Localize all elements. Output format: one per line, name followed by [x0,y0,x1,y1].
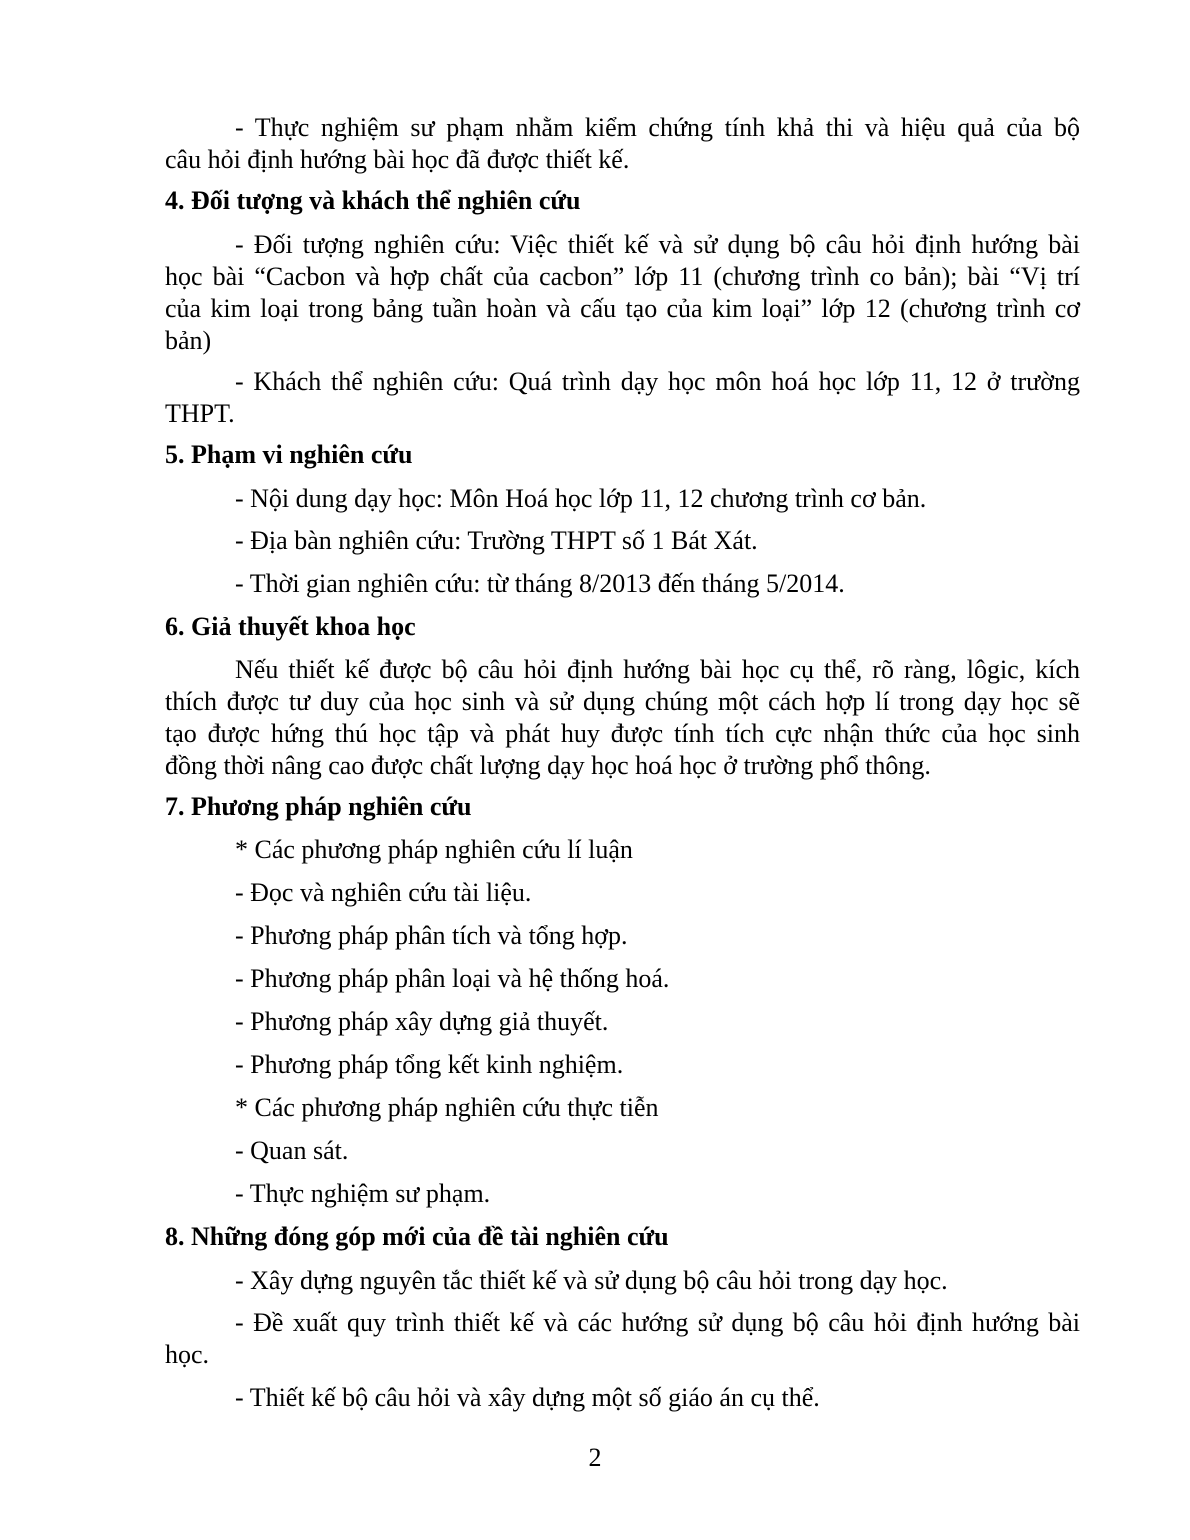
text-line: THPT. [165,399,235,428]
text-line: * Các phương pháp nghiên cứu lí luận [235,835,633,864]
text-line: - Thiết kế bộ câu hỏi và xây dựng một số giáo án cụ thể. [235,1383,820,1412]
text-line: học bài “Cacbon và hợp chất của cacbon” lớp 11 (chương trình co bản); bài “Vị trí [165,262,1080,291]
text-line: - Địa bàn nghiên cứu: Trường THPT số 1 Bát Xát. [235,526,758,555]
text-line: thích được tư duy của học sinh và sử dụng chúng một cách hợp lí trong dạy học sẽ [165,687,1080,716]
section-heading-5: 5. Phạm vi nghiên cứu [165,440,413,469]
text-line: bản) [165,326,212,355]
text-line: - Quan sát. [235,1136,349,1165]
text-line: - Phương pháp xây dựng giả thuyết. [235,1007,609,1036]
text-line: - Nội dung dạy học: Môn Hoá học lớp 11, 12 chương trình cơ bản. [235,484,927,513]
text-line: tạo được hứng thú học tập và phát huy được tính tích cực nhận thức của học sinh [165,719,1080,748]
text-line: - Khách thể nghiên cứu: Quá trình dạy học môn hoá học lớp 11, 12 ở trường [235,367,1080,396]
text-line: Nếu thiết kế được bộ câu hỏi định hướng bài học cụ thể, rõ ràng, lôgic, kích [235,655,1080,684]
text-line: - Xây dựng nguyên tắc thiết kế và sử dụng bộ câu hỏi trong dạy học. [235,1266,948,1295]
section-heading-7: 7. Phương pháp nghiên cứu [165,792,472,821]
text-line: - Thực nghiệm sư phạm nhằm kiểm chứng tính khả thi và hiệu quả của bộ [235,113,1080,142]
text-line: - Đề xuất quy trình thiết kế và các hướng sử dụng bộ câu hỏi định hướng bài [235,1308,1080,1337]
text-line: - Thời gian nghiên cứu: từ tháng 8/2013 đến tháng 5/2014. [235,569,845,598]
section-heading-6: 6. Giả thuyết khoa học [165,612,416,641]
text-line: - Phương pháp phân loại và hệ thống hoá. [235,964,670,993]
text-line: - Đối tượng nghiên cứu: Việc thiết kế và sử dụng bộ câu hỏi định hướng bài [235,230,1080,259]
text-line: - Đọc và nghiên cứu tài liệu. [235,878,532,907]
page-number: 2 [588,1443,602,1472]
text-line: - Phương pháp phân tích và tổng hợp. [235,921,628,950]
section-heading-4: 4. Đối tượng và khách thể nghiên cứu [165,186,581,215]
section-heading-8: 8. Những đóng góp mới của đề tài nghiên cứu [165,1222,669,1251]
text-line: đồng thời nâng cao được chất lượng dạy học hoá học ở trường phổ thông. [165,751,931,780]
text-line: - Phương pháp tổng kết kinh nghiệm. [235,1050,624,1079]
text-line: câu hỏi định hướng bài học đã được thiết kế. [165,145,630,174]
text-line: * Các phương pháp nghiên cứu thực tiễn [235,1093,659,1122]
text-line: của kim loại trong bảng tuần hoàn và cấu tạo của kim loại” lớp 12 (chương trình cơ [165,294,1080,323]
text-line: học. [165,1340,210,1369]
text-line: - Thực nghiệm sư phạm. [235,1179,491,1208]
